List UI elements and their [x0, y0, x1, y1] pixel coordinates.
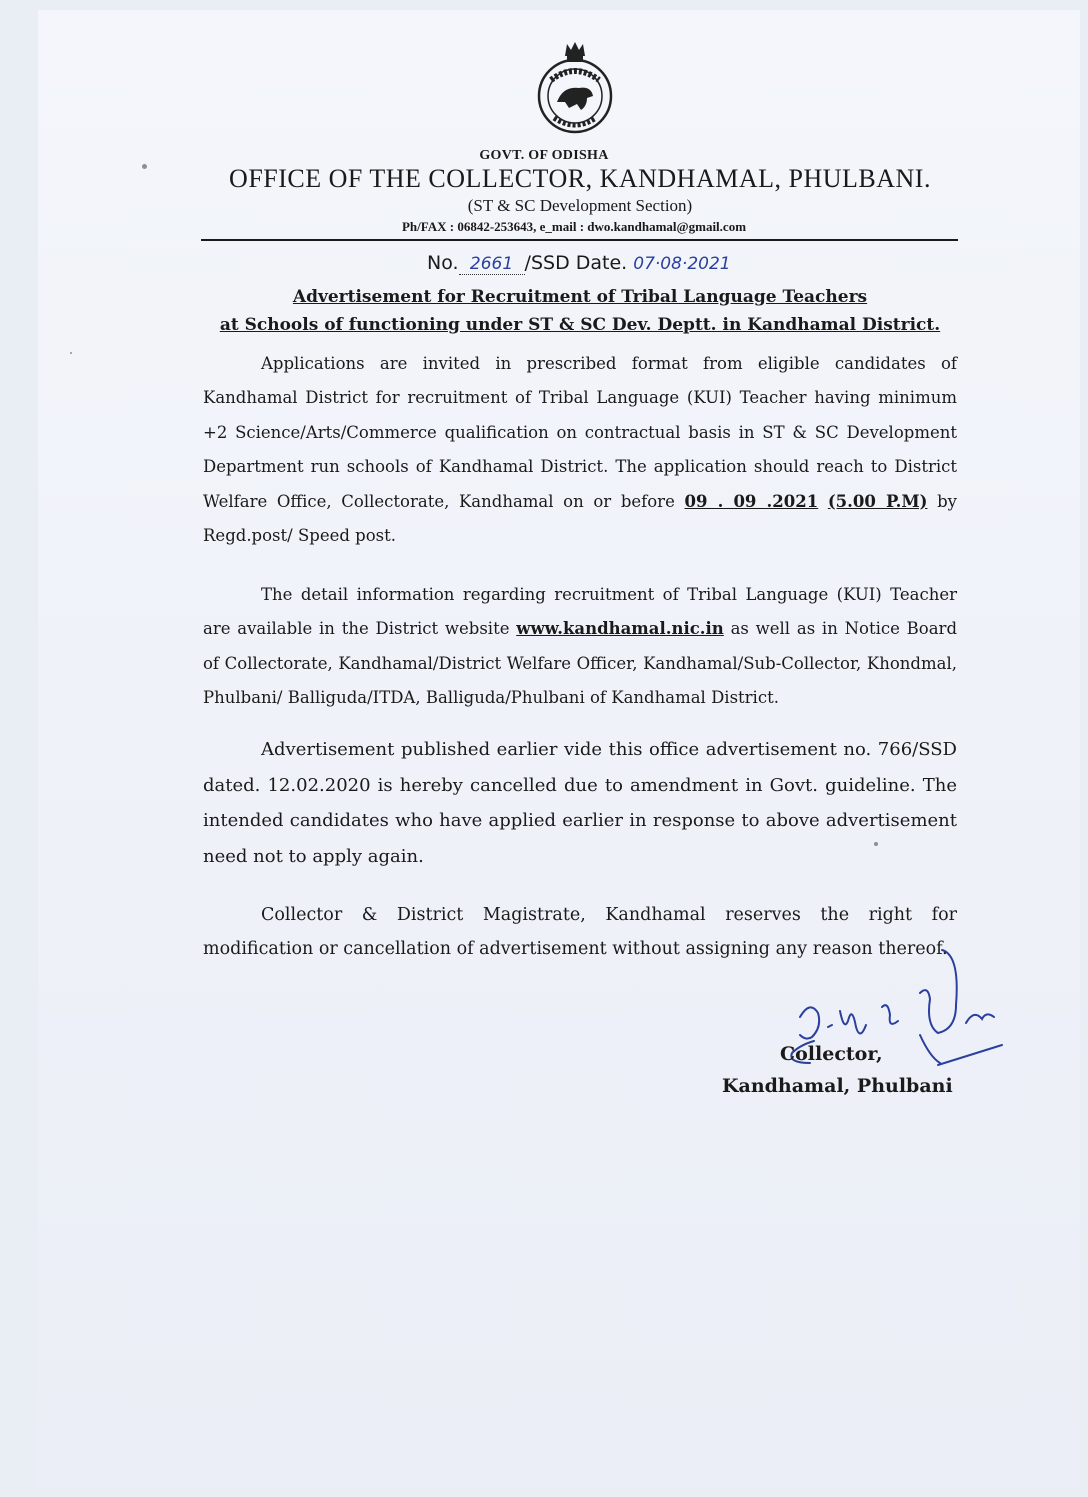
- body-paragraph-1: [203, 347, 957, 553]
- body-paragraph-4: Collector & District Magistrate, Kandhamal reserves the right for modification or cancellation of advertisement without assigning any reason thereof.: [203, 905, 957, 959]
- govt-heading: GOVT. OF ODISHA: [479, 148, 609, 163]
- header-rule: [201, 239, 958, 241]
- subject-line-2: at Schools of functioning under ST & SC Dev. Deptt. in Kandhamal District.: [219, 315, 941, 335]
- signatory-title: Collector,: [780, 1043, 883, 1065]
- p2-text-a: The detail information regarding recruitment of Tribal Language (KUI) Teacher are available in the District website: [203, 585, 957, 639]
- body-paragraph-3: Advertisement published earlier vide this office advertisement no. 766/SSD dated. 12.02.2020 is hereby cancelled due to amendment in Govt. guideline. The intended candidates who have applied earlier in response to above advertisement need not to apply again.: [203, 739, 957, 867]
- body-paragraph-2: [203, 578, 957, 716]
- subject-line-1: Advertisement for Recruitment of Tribal Language Teachers: [292, 287, 868, 307]
- ref-no-value: 2661: [459, 254, 525, 275]
- contact-line: Ph/FAX : 06842-253643, e_mail : dwo.kandhamal@gmail.com: [401, 219, 747, 234]
- handwritten-signature: [770, 945, 1020, 1090]
- p1-text-a: Applications are invited in prescribed format from eligible candidates of Kandhamal District for recruitment of Tribal Language (KUI) Teacher having minimum +2 Science/Arts/Commerce qualification on contractual basis in ST & SC Development Department run schools of Kandhamal District. The application should reach to District Welfare Office, Collectorate, Kandhamal on or before: [203, 354, 957, 511]
- district-website-link[interactable]: www.kandhamal.nic.in: [516, 619, 724, 639]
- reference-line: [427, 252, 731, 275]
- p1-text-b: by Regd.post/ Speed post.: [203, 491, 957, 546]
- scan-speck: [70, 352, 72, 354]
- p1-deadline-time: (5.00 P.M): [827, 491, 928, 511]
- ref-no-label: No.: [427, 252, 459, 274]
- p1-deadline-date: 09 . 09 .2021: [684, 491, 819, 511]
- section-subtitle: (ST & SC Development Section): [467, 196, 693, 215]
- odisha-state-emblem-icon: [527, 40, 623, 136]
- p2-text-b: as well as in Notice Board of Collectorate, Kandhamal/District Welfare Officer, Kandhamal/Sub-Collector, Khondmal, Phulbani/ Balliguda/ITDA, Balliguda/Phulbani of Kandhamal District.: [203, 619, 958, 708]
- ref-ssd-label: /SSD Date.: [524, 252, 628, 274]
- office-title: OFFICE OF THE COLLECTOR, KANDHAMAL, PHULBANI.: [229, 164, 931, 193]
- ref-date-value: 07·08·2021: [633, 254, 731, 274]
- signatory-place: Kandhamal, Phulbani: [722, 1075, 953, 1097]
